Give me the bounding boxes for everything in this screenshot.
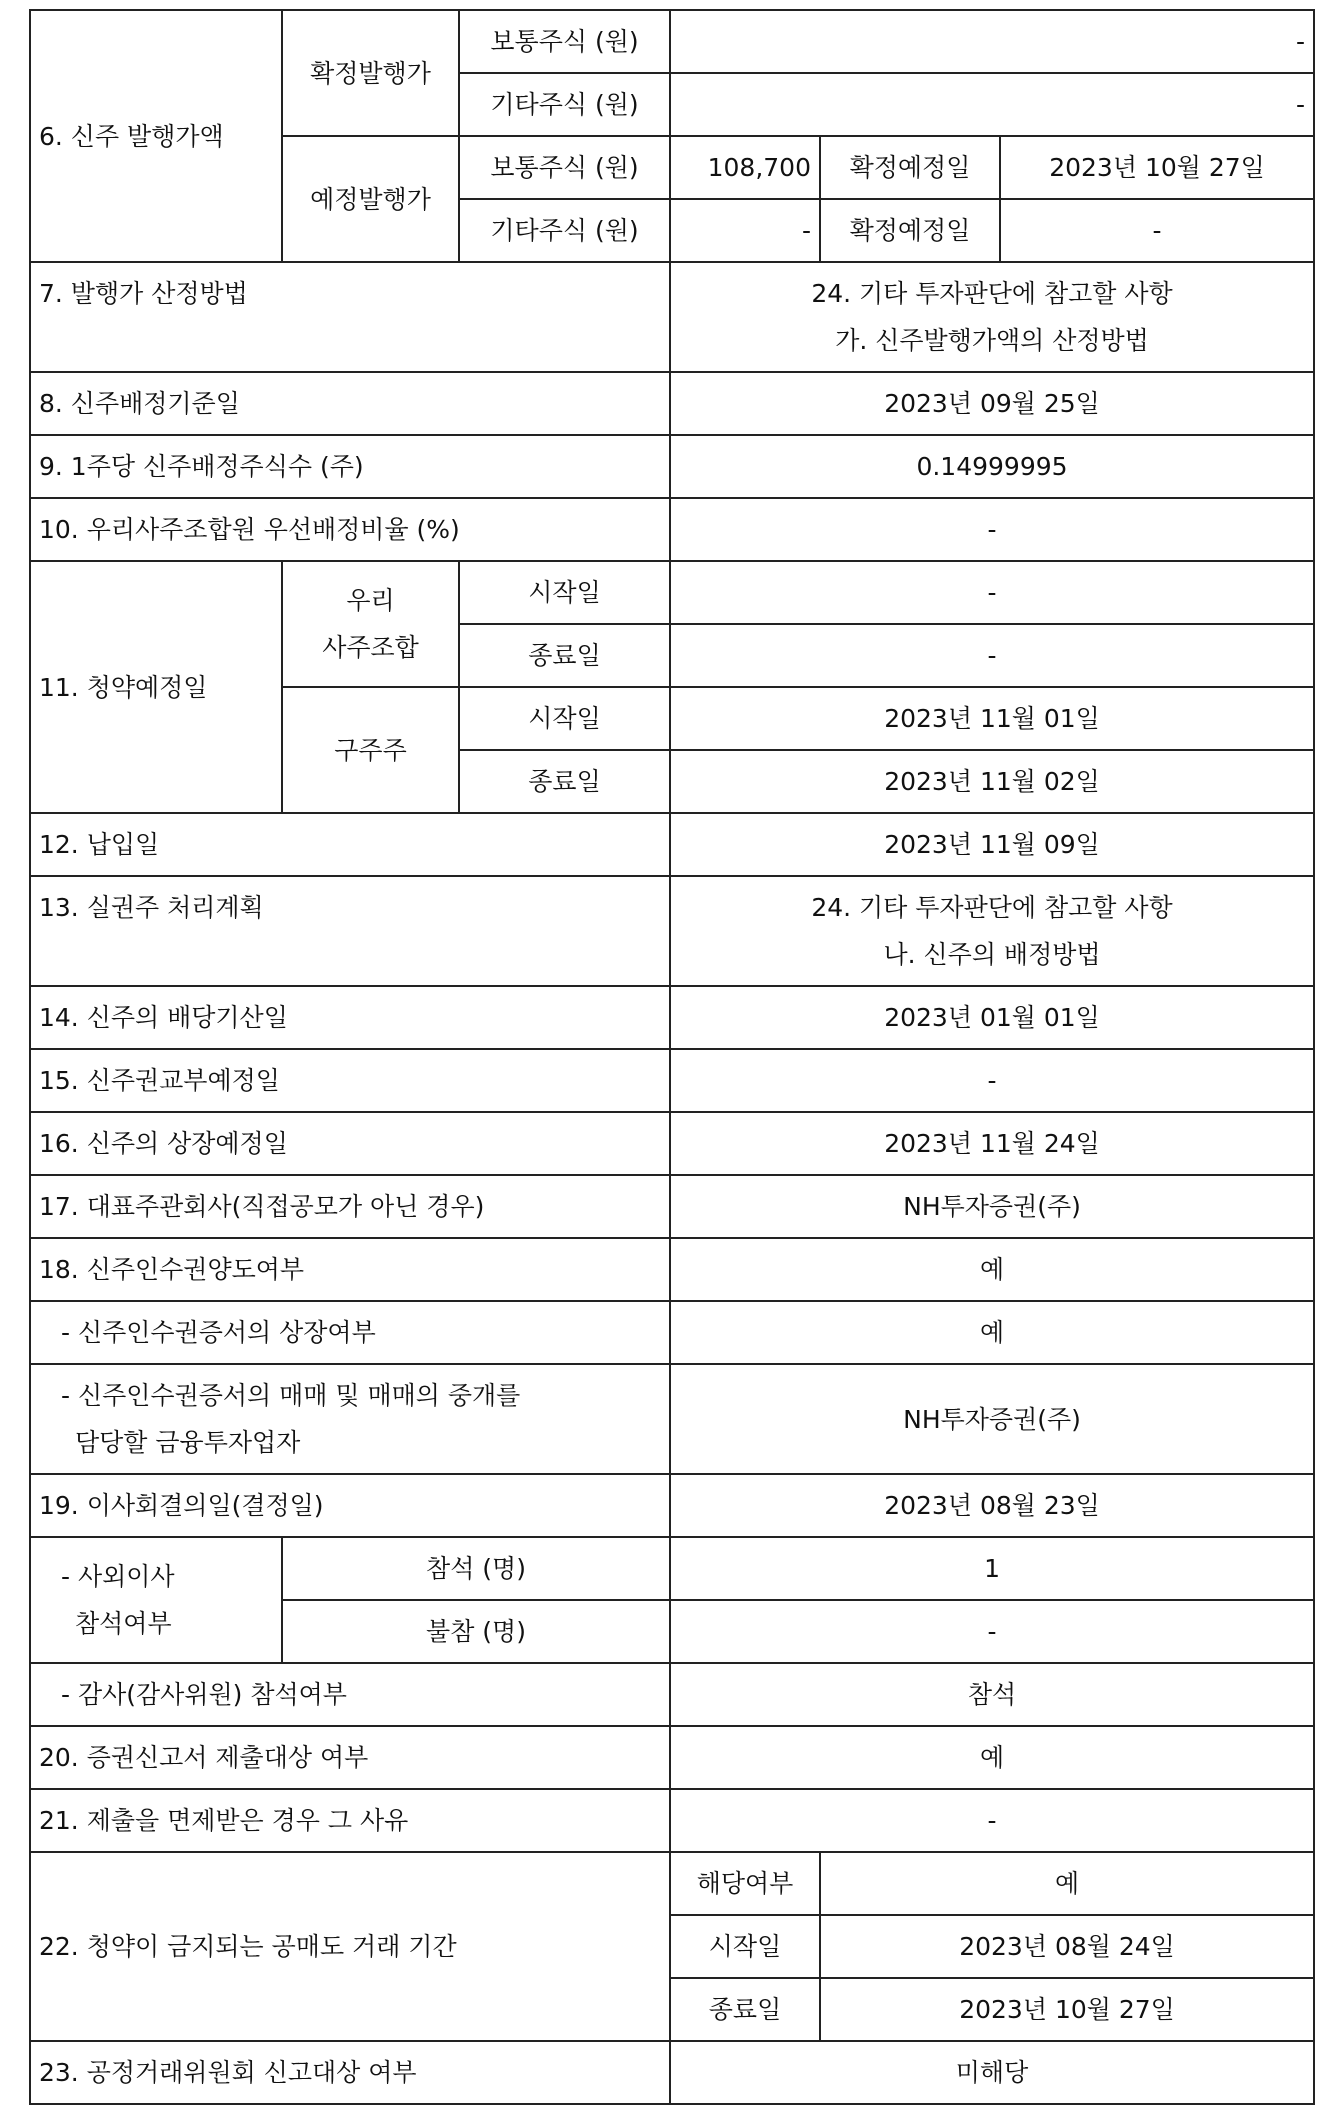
s23-value: 미해당 [670, 2041, 1314, 2104]
s11-esop-end-value: - [670, 624, 1314, 687]
s22-start-value: 2023년 08월 24일 [820, 1915, 1314, 1978]
row-18 [30, 1238, 1314, 1301]
row-10 [30, 498, 1314, 561]
s6-confirmed-common-value: - [670, 10, 1314, 73]
s17-value: NH투자증권(주) [670, 1175, 1314, 1238]
s21-label: 21. 제출을 면제받은 경우 그 사유 [30, 1789, 670, 1852]
s13-value-line1: 24. 기타 투자판단에 참고할 사항 [811, 893, 1173, 922]
s19-auditor-value: 참석 [670, 1663, 1314, 1726]
s15-value: - [670, 1049, 1314, 1112]
s22-label: 22. 청약이 금지되는 공매도 거래 기간 [30, 1852, 670, 2041]
s20-label: 20. 증권신고서 제출대상 여부 [30, 1726, 670, 1789]
s19-outside-line2: 참석여부 [75, 1609, 172, 1638]
s19-value: 2023년 08월 23일 [670, 1474, 1314, 1537]
s19-outside-line1: - 사외이사 [61, 1562, 175, 1591]
row-13 [30, 876, 1314, 986]
row-17 [30, 1175, 1314, 1238]
s19-absent-label: 불참 (명) [282, 1600, 670, 1663]
s6-other-label: 기타주식 (원) [459, 73, 670, 136]
s6-confirm-date-label: 확정예정일 [820, 136, 1000, 199]
s11-old-label: 구주주 [282, 687, 459, 813]
s6-other-label-2: 기타주식 (원) [459, 199, 670, 262]
s15-label: 15. 신주권교부예정일 [30, 1049, 670, 1112]
s23-label: 23. 공정거래위원회 신고대상 여부 [30, 2041, 670, 2104]
s18-value: 예 [670, 1238, 1314, 1301]
s13-label: 13. 실권주 처리계획 [30, 876, 670, 986]
s10-value: - [670, 498, 1314, 561]
row-16 [30, 1112, 1314, 1175]
s6-confirm-date-label-2: 확정예정일 [820, 199, 1000, 262]
row-9 [30, 435, 1314, 498]
s6-confirmed-other-value: - [670, 73, 1314, 136]
s19-present-value: 1 [670, 1537, 1314, 1600]
s16-label: 16. 신주의 상장예정일 [30, 1112, 670, 1175]
s12-value: 2023년 11월 09일 [670, 813, 1314, 876]
row-23 [30, 2041, 1314, 2104]
s18-broker-line1: - 신주인수권증서의 매매 및 매매의 중개를 [61, 1381, 521, 1410]
s6-confirm-date-other: - [1000, 199, 1314, 262]
s11-old-start-value: 2023년 11월 01일 [670, 687, 1314, 750]
s11-esop-label [282, 561, 459, 687]
s9-label: 9. 1주당 신주배정주식수 (주) [30, 435, 670, 498]
s21-value: - [670, 1789, 1314, 1852]
s6-expected-label: 예정발행가 [282, 136, 459, 262]
row-20 [30, 1726, 1314, 1789]
s19-label: 19. 이사회결의일(결정일) [30, 1474, 670, 1537]
s16-value: 2023년 11월 24일 [670, 1112, 1314, 1175]
s6-expected-common-value: 108,700 [670, 136, 820, 199]
s6-confirm-date-common: 2023년 10월 27일 [1000, 136, 1314, 199]
s8-label: 8. 신주배정기준일 [30, 372, 670, 435]
disclosure-table [29, 9, 1315, 2105]
s11-label: 11. 청약예정일 [30, 561, 282, 813]
s18-broker-label [30, 1364, 670, 1474]
row-14 [30, 986, 1314, 1049]
row-18-broker [30, 1364, 1314, 1474]
s18-broker-line2: 담당할 금융투자업자 [75, 1428, 301, 1457]
s14-label: 14. 신주의 배당기산일 [30, 986, 670, 1049]
s18-listed-value: 예 [670, 1301, 1314, 1364]
s11-end-label: 종료일 [459, 624, 670, 687]
s20-value: 예 [670, 1726, 1314, 1789]
s7-label: 7. 발행가 산정방법 [30, 262, 670, 372]
s11-old-end-value: 2023년 11월 02일 [670, 750, 1314, 813]
s7-value [670, 262, 1314, 372]
s8-value: 2023년 09월 25일 [670, 372, 1314, 435]
s19-outside-label [30, 1537, 282, 1663]
s6-confirmed-label: 확정발행가 [282, 10, 459, 136]
s11-esop-start-value: - [670, 561, 1314, 624]
s12-label: 12. 납입일 [30, 813, 670, 876]
s22-start-label: 시작일 [670, 1915, 820, 1978]
s22-applicable-label: 해당여부 [670, 1852, 820, 1915]
row-19-present [30, 1537, 1314, 1600]
s11-start-label-2: 시작일 [459, 687, 670, 750]
s22-end-label: 종료일 [670, 1978, 820, 2041]
s7-value-line1: 24. 기타 투자판단에 참고할 사항 [811, 279, 1173, 308]
row-8 [30, 372, 1314, 435]
row-6-confirmed-common [30, 10, 1314, 73]
s6-common-label-2: 보통주식 (원) [459, 136, 670, 199]
s6-common-label: 보통주식 (원) [459, 10, 670, 73]
row-19-auditor [30, 1663, 1314, 1726]
row-15 [30, 1049, 1314, 1112]
s14-value: 2023년 01월 01일 [670, 986, 1314, 1049]
row-11-esop-start [30, 561, 1314, 624]
s11-esop-line2: 사주조합 [322, 633, 419, 662]
s18-listed-label: - 신주인수권증서의 상장여부 [30, 1301, 670, 1364]
s6-label: 6. 신주 발행가액 [30, 10, 282, 262]
row-22-applicable [30, 1852, 1314, 1915]
row-21 [30, 1789, 1314, 1852]
s22-end-value: 2023년 10월 27일 [820, 1978, 1314, 2041]
s18-label: 18. 신주인수권양도여부 [30, 1238, 670, 1301]
s19-absent-value: - [670, 1600, 1314, 1663]
row-12 [30, 813, 1314, 876]
s9-value: 0.14999995 [670, 435, 1314, 498]
s18-broker-value: NH투자증권(주) [670, 1364, 1314, 1474]
s22-applicable-value: 예 [820, 1852, 1314, 1915]
s11-start-label: 시작일 [459, 561, 670, 624]
row-18-listed [30, 1301, 1314, 1364]
row-7 [30, 262, 1314, 372]
s10-label: 10. 우리사주조합원 우선배정비율 (%) [30, 498, 670, 561]
s13-value [670, 876, 1314, 986]
s19-auditor-label: - 감사(감사위원) 참석여부 [30, 1663, 670, 1726]
s7-value-line2: 가. 신주발행가액의 산정방법 [835, 326, 1149, 355]
s17-label: 17. 대표주관회사(직접공모가 아닌 경우) [30, 1175, 670, 1238]
s19-present-label: 참석 (명) [282, 1537, 670, 1600]
s6-expected-other-value: - [670, 199, 820, 262]
row-19 [30, 1474, 1314, 1537]
s11-end-label-2: 종료일 [459, 750, 670, 813]
s13-value-line2: 나. 신주의 배정방법 [883, 940, 1101, 969]
s11-esop-line1: 우리 [346, 586, 395, 615]
